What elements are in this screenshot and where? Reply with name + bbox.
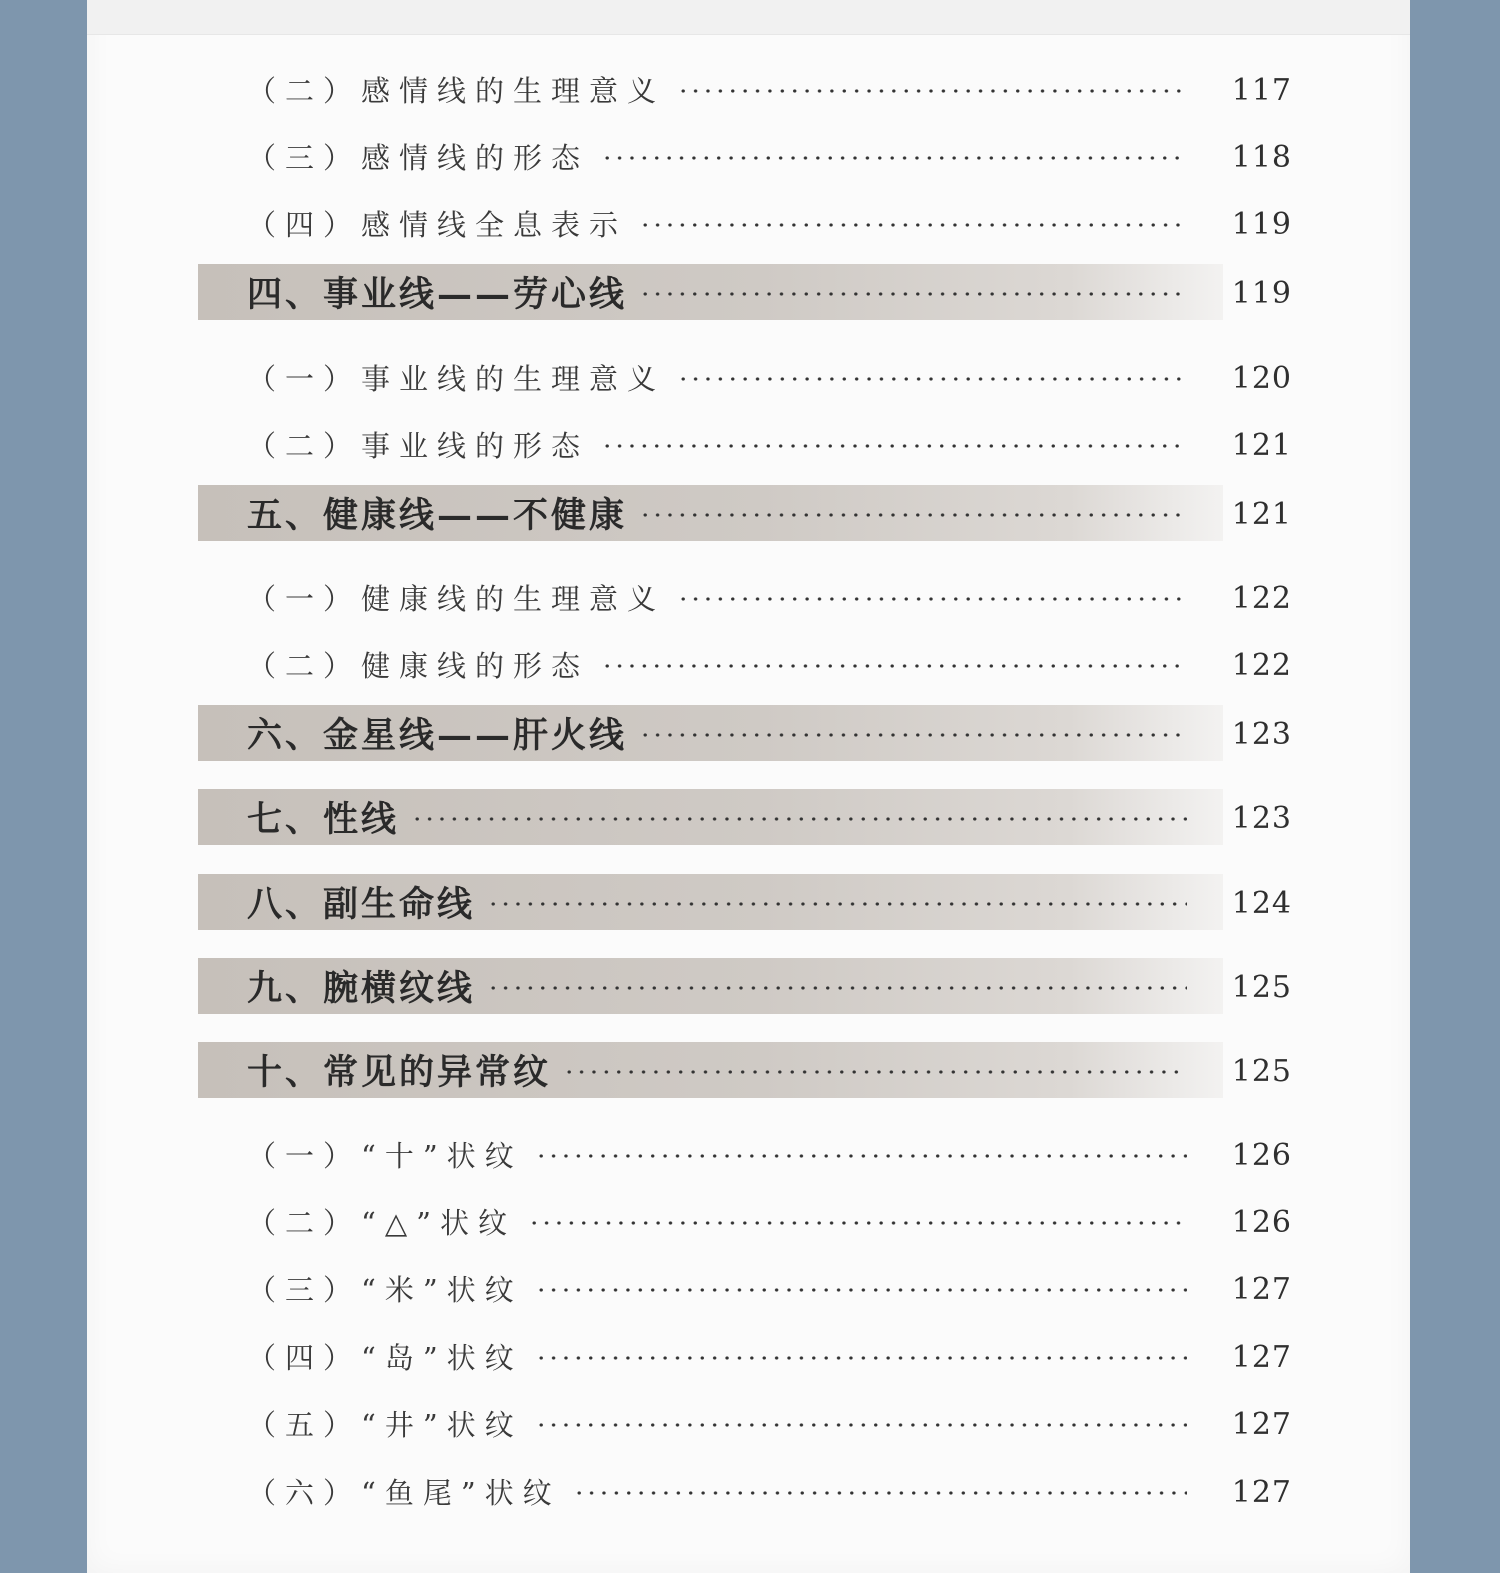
toc-page-number: 125 (1231, 969, 1292, 1005)
toc-entry-title: 五、健康线——不健康 (247, 495, 628, 536)
toc-entry-title: （一）健康线的生理意义 (247, 581, 666, 616)
dot-leader (535, 1288, 1187, 1292)
toc-entry-title: （一）“十”状纹 (247, 1138, 523, 1173)
book-page (87, 0, 1410, 1573)
dot-leader (639, 513, 1187, 517)
dot-leader (563, 1070, 1187, 1074)
toc-section-entry[interactable] (87, 1042, 1410, 1098)
dot-leader (677, 89, 1187, 93)
toc-subsection-entry[interactable] (87, 1124, 1410, 1184)
toc-page-number: 127 (1231, 1339, 1292, 1375)
toc-page-number: 123 (1231, 800, 1292, 836)
toc-subsection-entry[interactable] (87, 193, 1410, 253)
toc-entry-title: 六、金星线——肝火线 (247, 715, 628, 756)
toc-section-entry[interactable] (87, 705, 1410, 761)
toc-subsection-entry[interactable] (87, 414, 1410, 474)
dot-leader (601, 664, 1187, 668)
dot-leader (535, 1356, 1187, 1360)
toc-subsection-entry[interactable] (87, 1258, 1410, 1318)
dot-leader (487, 986, 1187, 990)
toc-section-entry[interactable] (87, 264, 1410, 320)
toc-entry-title: （四）“岛”状纹 (247, 1340, 523, 1375)
toc-section-entry[interactable] (87, 874, 1410, 930)
toc-entry-title: 九、腕横纹线 (247, 968, 476, 1009)
toc-page-number: 127 (1231, 1406, 1292, 1442)
table-of-contents (87, 0, 1410, 1573)
toc-page-number: 123 (1231, 716, 1292, 752)
toc-entry-title: （三）感情线的形态 (247, 140, 590, 175)
dot-leader (528, 1221, 1187, 1225)
toc-entry-title: （二）“△”状纹 (247, 1205, 516, 1240)
dot-leader (639, 292, 1187, 296)
toc-subsection-entry[interactable] (87, 1393, 1410, 1453)
toc-entry-title: （五）“井”状纹 (247, 1407, 523, 1442)
toc-page-number: 120 (1231, 360, 1292, 396)
toc-entry-title: （六）“鱼尾”状纹 (247, 1475, 561, 1510)
toc-page-number: 119 (1231, 275, 1292, 311)
toc-page-number: 124 (1231, 885, 1292, 921)
toc-subsection-entry[interactable] (87, 347, 1410, 407)
toc-subsection-entry[interactable] (87, 567, 1410, 627)
toc-entry-title: （三）“米”状纹 (247, 1272, 523, 1307)
toc-page-number: 121 (1231, 427, 1292, 463)
toc-page-number: 121 (1231, 496, 1292, 532)
toc-page-number: 126 (1231, 1137, 1292, 1173)
toc-entry-title: （二）事业线的形态 (247, 428, 590, 463)
toc-page-number: 119 (1231, 206, 1292, 242)
toc-entry-title: （二）健康线的形态 (247, 648, 590, 683)
dot-leader (601, 444, 1187, 448)
toc-entry-title: 十、常见的异常纹 (247, 1052, 552, 1093)
toc-page-number: 118 (1231, 139, 1292, 175)
toc-section-entry[interactable] (87, 958, 1410, 1014)
toc-page-number: 122 (1231, 580, 1292, 616)
toc-subsection-entry[interactable] (87, 634, 1410, 694)
toc-entry-title: （二）感情线的生理意义 (247, 73, 666, 108)
dot-leader (535, 1423, 1187, 1427)
toc-page-number: 125 (1231, 1053, 1292, 1089)
toc-page-number: 126 (1231, 1204, 1292, 1240)
toc-entry-title: 七、性线 (247, 799, 400, 840)
toc-entry-title: 四、事业线——劳心线 (247, 274, 628, 315)
toc-page-number: 127 (1231, 1474, 1292, 1510)
dot-leader (535, 1154, 1187, 1158)
toc-entry-title: （一）事业线的生理意义 (247, 361, 666, 396)
toc-entry-title: （四）感情线全息表示 (247, 207, 628, 242)
dot-leader (601, 156, 1187, 160)
toc-section-entry[interactable] (87, 485, 1410, 541)
toc-subsection-entry[interactable] (87, 1191, 1410, 1251)
toc-page-number: 122 (1231, 647, 1292, 683)
dot-leader (677, 597, 1187, 601)
dot-leader (411, 817, 1187, 821)
toc-subsection-entry[interactable] (87, 126, 1410, 186)
dot-leader (639, 733, 1187, 737)
toc-subsection-entry[interactable] (87, 59, 1410, 119)
toc-section-entry[interactable] (87, 789, 1410, 845)
dot-leader (677, 377, 1187, 381)
toc-subsection-entry[interactable] (87, 1326, 1410, 1386)
toc-page-number: 127 (1231, 1271, 1292, 1307)
toc-entry-title: 八、副生命线 (247, 884, 476, 925)
toc-page-number: 117 (1231, 72, 1292, 108)
toc-subsection-entry[interactable] (87, 1461, 1410, 1521)
dot-leader (487, 902, 1187, 906)
dot-leader (573, 1491, 1187, 1495)
dot-leader (639, 223, 1187, 227)
